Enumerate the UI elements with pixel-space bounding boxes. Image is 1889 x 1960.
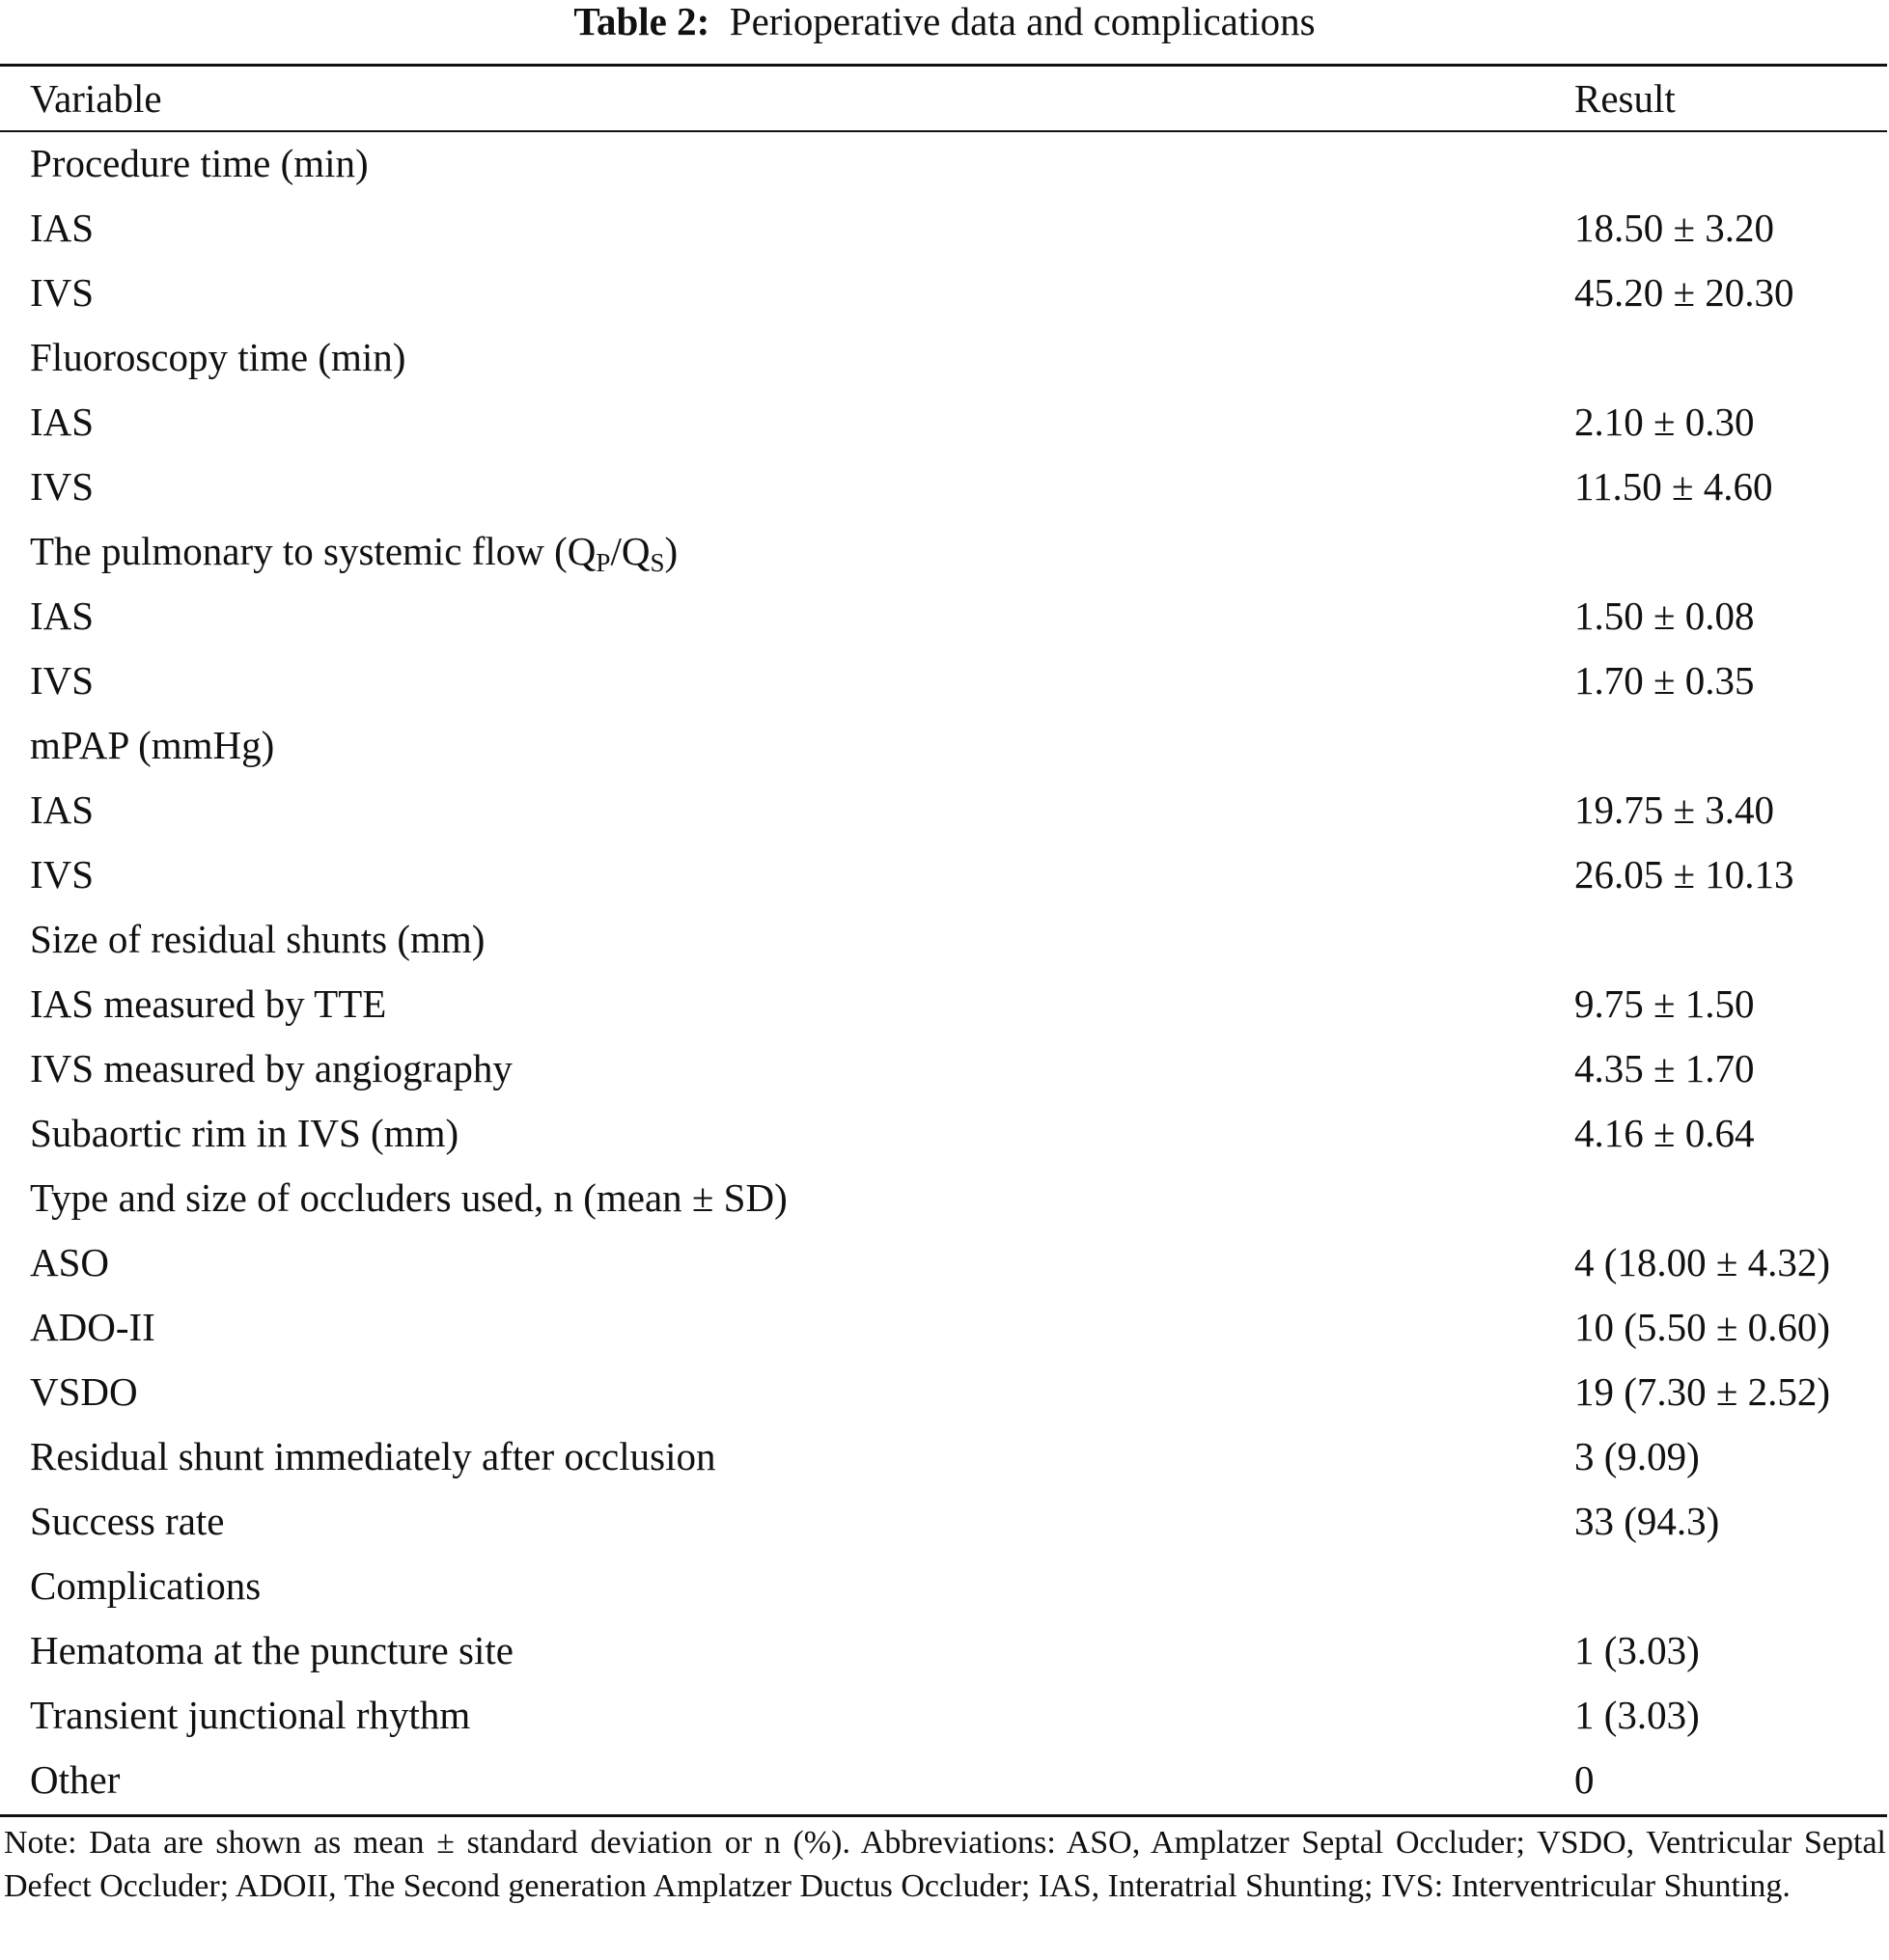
row-result: 26.05 ± 10.13 <box>1574 851 1794 897</box>
table-row <box>0 1488 1887 1553</box>
table-caption-label: Table 2: <box>573 0 710 43</box>
row-result: 1 (3.03) <box>1574 1627 1700 1672</box>
table-row <box>0 324 1887 389</box>
row-result: 0 <box>1574 1756 1595 1802</box>
table-footnote: Note: Data are shown as mean ± standard deviation or n (%). Abbreviations: ASO, Amplatzer Septal Occluder; VSDO, Ventricular Septal Defect Occluder; ADOII, The Second generation Amplatzer Ductus Occluder; IAS, Interatrial Shunting; IVS: Interventricular Shunting. <box>4 1825 1886 1904</box>
table-row <box>0 195 1887 260</box>
table-row <box>0 1682 1887 1747</box>
table-row <box>0 777 1887 842</box>
row-variable: Complications <box>30 1562 262 1608</box>
row-result: 1 (3.03) <box>1574 1692 1700 1737</box>
row-variable: ASO <box>30 1239 110 1284</box>
row-variable: Success rate <box>30 1498 225 1543</box>
table-row <box>0 518 1887 583</box>
table-row <box>0 1747 1887 1811</box>
row-variable: IVS <box>30 269 95 315</box>
table-row <box>0 1100 1887 1165</box>
qp-qs-label-mid: /Q <box>610 528 651 573</box>
row-variable: Type and size of occluders used, n (mean ± SD) <box>30 1174 788 1220</box>
row-result: 45.20 ± 20.30 <box>1574 269 1794 315</box>
row-result: 10 (5.50 ± 0.60) <box>1574 1304 1831 1349</box>
row-result: 2.10 ± 0.30 <box>1574 399 1755 444</box>
table-row <box>0 454 1887 518</box>
table-row <box>0 260 1887 324</box>
row-result <box>1574 712 1887 777</box>
qp-subscript: P <box>596 547 611 577</box>
row-variable: Residual shunt immediately after occlusion <box>30 1433 716 1478</box>
row-variable: IVS <box>30 657 95 703</box>
row-variable-qp-qs <box>0 518 1574 583</box>
row-variable: IAS <box>30 787 95 832</box>
row-variable: Transient junctional rhythm <box>30 1692 471 1737</box>
row-variable: IAS <box>30 205 95 250</box>
table-row <box>0 1229 1887 1294</box>
table-header-row <box>0 67 1887 130</box>
column-header-result: Result <box>1574 76 1676 121</box>
row-result: 4 (18.00 ± 4.32) <box>1574 1239 1831 1284</box>
table-bottom-rule <box>0 1814 1887 1817</box>
table-row <box>0 648 1887 712</box>
table-row <box>0 1035 1887 1100</box>
table-row <box>0 583 1887 648</box>
row-result: 9.75 ± 1.50 <box>1574 980 1755 1026</box>
row-variable: mPAP (mmHg) <box>30 722 275 767</box>
row-result: 33 (94.3) <box>1574 1498 1720 1543</box>
table-caption-title: Perioperative data and complications <box>729 0 1316 43</box>
qs-subscript: S <box>650 547 665 577</box>
row-result: 18.50 ± 3.20 <box>1574 205 1775 250</box>
row-result: 4.35 ± 1.70 <box>1574 1045 1755 1090</box>
row-variable: IAS measured by TTE <box>30 980 387 1026</box>
row-variable: Hematoma at the puncture site <box>30 1627 514 1672</box>
table-caption <box>0 0 1889 42</box>
qp-qs-label-end: ) <box>664 528 679 573</box>
table-row <box>0 1617 1887 1682</box>
row-variable: ADO-II <box>30 1304 155 1349</box>
row-result: 4.16 ± 0.64 <box>1574 1110 1755 1155</box>
row-result <box>1574 518 1887 583</box>
table-row <box>0 1165 1887 1229</box>
row-result <box>1574 1165 1887 1229</box>
row-result <box>1574 906 1887 971</box>
row-result: 1.70 ± 0.35 <box>1574 657 1755 703</box>
table-row <box>0 712 1887 777</box>
table-row <box>0 906 1887 971</box>
column-header-variable: Variable <box>30 76 162 121</box>
table-row <box>0 842 1887 906</box>
row-variable: IVS <box>30 463 95 509</box>
row-variable: IAS <box>30 593 95 638</box>
row-result: 11.50 ± 4.60 <box>1574 463 1773 509</box>
table-row <box>0 971 1887 1035</box>
row-variable: VSDO <box>30 1368 138 1414</box>
row-variable: Size of residual shunts (mm) <box>30 916 486 961</box>
row-variable: IVS <box>30 851 95 897</box>
row-result <box>1574 1553 1887 1617</box>
row-result: 19.75 ± 3.40 <box>1574 787 1775 832</box>
row-variable: Other <box>30 1756 121 1802</box>
row-variable: Subaortic rim in IVS (mm) <box>30 1110 459 1155</box>
row-result: 3 (9.09) <box>1574 1433 1700 1478</box>
row-result: 19 (7.30 ± 2.52) <box>1574 1368 1831 1414</box>
table-row <box>0 1359 1887 1423</box>
row-result <box>1574 130 1887 195</box>
row-result <box>1574 324 1887 389</box>
table-row <box>0 130 1887 195</box>
table-row <box>0 1423 1887 1488</box>
row-variable: IAS <box>30 399 95 444</box>
table-row <box>0 389 1887 454</box>
qp-qs-label-start: The pulmonary to systemic flow (Q <box>30 528 597 573</box>
row-variable: IVS measured by angiography <box>30 1045 513 1090</box>
row-variable: Fluoroscopy time (min) <box>30 334 406 379</box>
row-result: 1.50 ± 0.08 <box>1574 593 1755 638</box>
perioperative-data-table <box>0 67 1887 1811</box>
table-row <box>0 1294 1887 1359</box>
row-variable: Procedure time (min) <box>30 140 369 185</box>
table-row <box>0 1553 1887 1617</box>
